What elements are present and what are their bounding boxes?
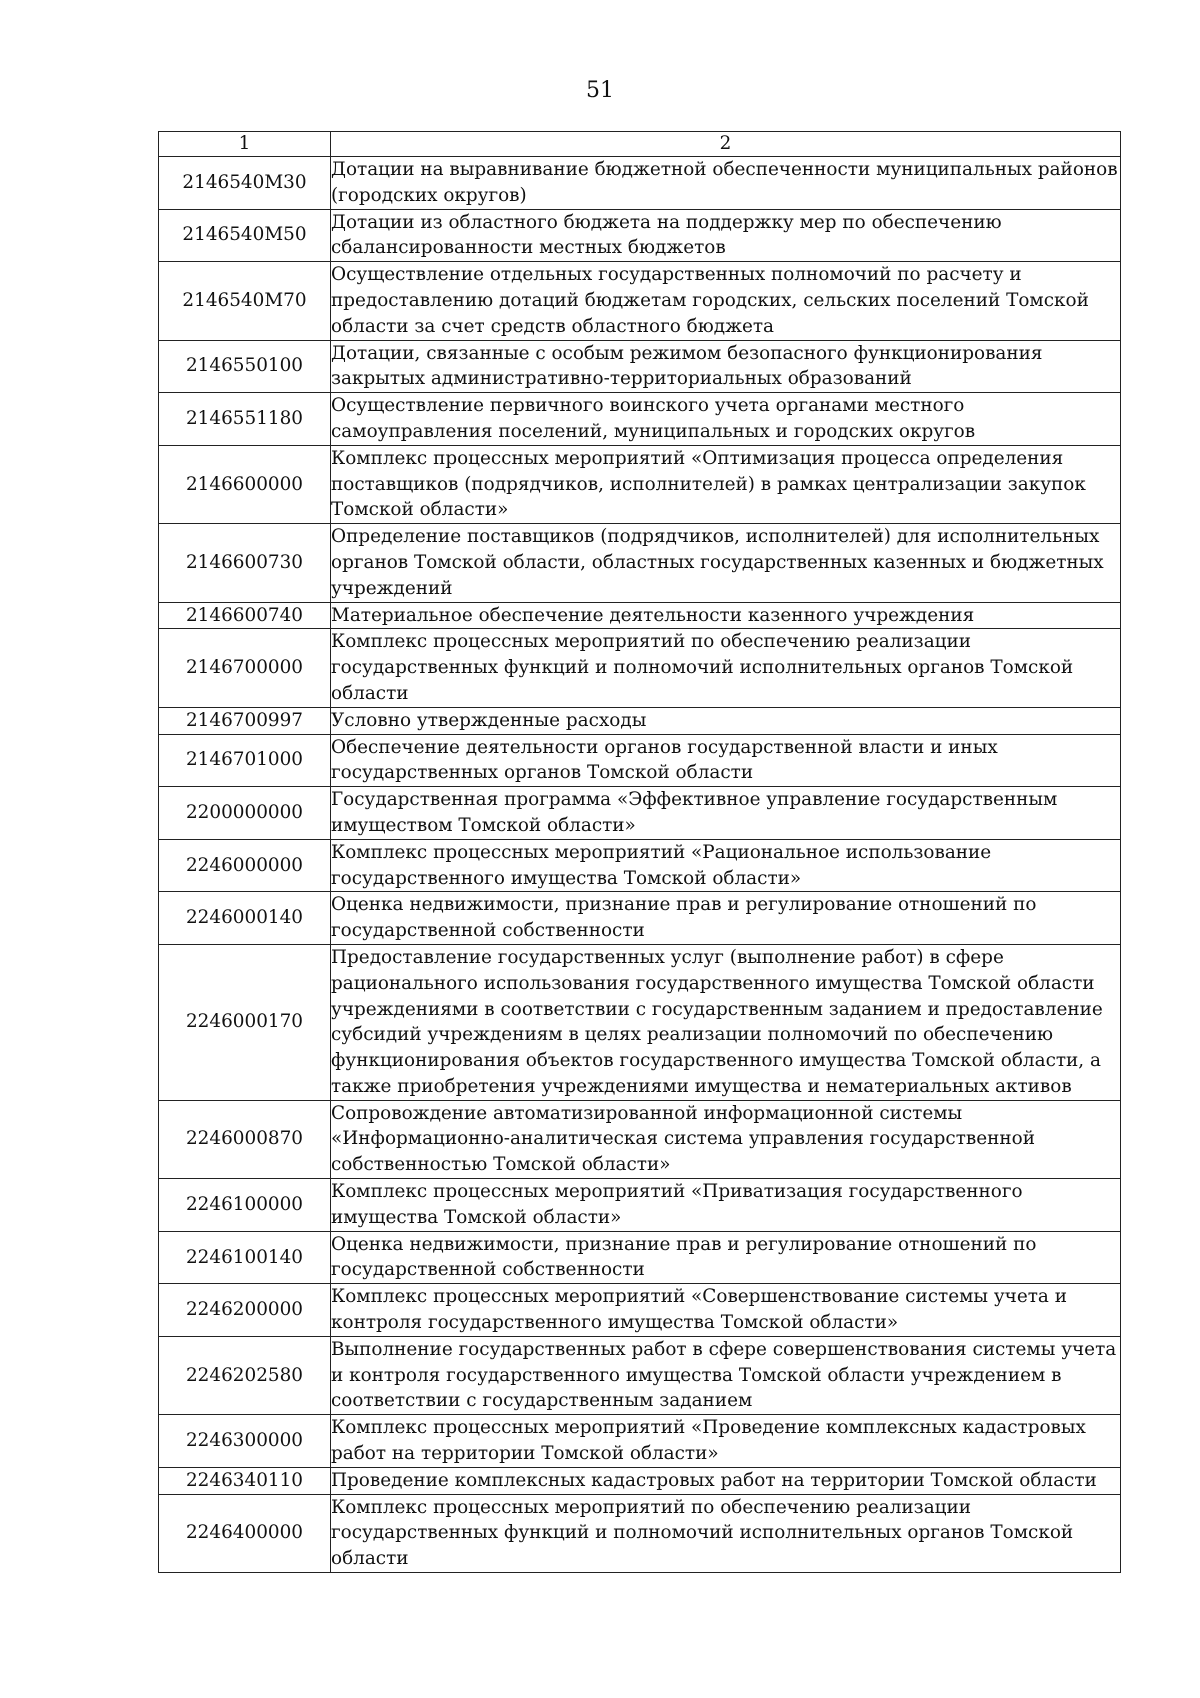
row-description: Комплекс процессных мероприятий по обеспечению реализации государственных функций и полномочий исполнительных органов Томской области <box>331 629 1121 707</box>
table-row <box>159 602 1121 629</box>
row-description: Оценка недвижимости, признание прав и регулирование отношений по государственной собственности <box>331 1231 1121 1284</box>
row-description: Оценка недвижимости, признание прав и регулирование отношений по государственной собственности <box>331 892 1121 945</box>
table-row <box>159 892 1121 945</box>
row-description: Комплекс процессных мероприятий «Проведение комплексных кадастровых работ на территории Томской области» <box>331 1415 1121 1468</box>
row-code: 2146550100 <box>159 340 331 393</box>
row-code: 2246400000 <box>159 1494 331 1572</box>
row-description: Предоставление государственных услуг (выполнение работ) в сфере рационального использования государственного имущества Томской области учреждениями в соответствии с государственным заданием и предоставление субсидий учреждениям в целях реализации полномочий по обеспечению функционирования объектов государственного имущества Томской области, а также приобретения учреждениями имущества и нематериальных активов <box>331 944 1121 1100</box>
row-description: Комплекс процессных мероприятий «Рациональное использование государственного имущества Томской области» <box>331 839 1121 892</box>
row-code: 2146701000 <box>159 734 331 787</box>
row-code: 2146600740 <box>159 602 331 629</box>
table-row <box>159 1467 1121 1494</box>
table-row <box>159 1284 1121 1337</box>
table-row <box>159 944 1121 1100</box>
table-row <box>159 524 1121 602</box>
row-description: Выполнение государственных работ в сфере совершенствования системы учета и контроля государственного имущества Томской области учреждением в соответствии с государственным заданием <box>331 1336 1121 1414</box>
table-row <box>159 445 1121 523</box>
row-code: 2246300000 <box>159 1415 331 1468</box>
row-code: 2246000870 <box>159 1100 331 1178</box>
row-description: Государственная программа «Эффективное управление государственным имуществом Томской области» <box>331 787 1121 840</box>
budget-code-table <box>158 131 1121 1573</box>
table-row <box>159 209 1121 262</box>
table-row <box>159 1231 1121 1284</box>
row-code: 2246000000 <box>159 839 331 892</box>
table-row <box>159 787 1121 840</box>
row-description: Материальное обеспечение деятельности казенного учреждения <box>331 602 1121 629</box>
row-description: Определение поставщиков (подрядчиков, исполнителей) для исполнительных органов Томской области, областных государственных казенных и бюджетных учреждений <box>331 524 1121 602</box>
row-description: Дотации из областного бюджета на поддержку мер по обеспечению сбалансированности местных бюджетов <box>331 209 1121 262</box>
table-row <box>159 629 1121 707</box>
table-body <box>159 157 1121 1573</box>
table-row <box>159 340 1121 393</box>
row-code: 2146540М30 <box>159 157 331 210</box>
row-description: Дотации на выравнивание бюджетной обеспеченности муниципальных районов (городских округов) <box>331 157 1121 210</box>
row-code: 2246340110 <box>159 1467 331 1494</box>
row-code: 2146700000 <box>159 629 331 707</box>
row-code: 2246200000 <box>159 1284 331 1337</box>
row-code: 2246100140 <box>159 1231 331 1284</box>
row-code: 2146600730 <box>159 524 331 602</box>
row-description: Осуществление первичного воинского учета органами местного самоуправления поселений, муниципальных и городских округов <box>331 393 1121 446</box>
row-description: Комплекс процессных мероприятий «Совершенствование системы учета и контроля государственного имущества Томской области» <box>331 1284 1121 1337</box>
row-description: Дотации, связанные с особым режимом безопасного функционирования закрытых административно-территориальных образований <box>331 340 1121 393</box>
row-description: Комплекс процессных мероприятий «Оптимизация процесса определения поставщиков (подрядчиков, исполнителей) в рамках централизации закупок Томской области» <box>331 445 1121 523</box>
column-header-1: 1 <box>159 132 331 157</box>
row-description: Комплекс процессных мероприятий «Приватизация государственного имущества Томской области» <box>331 1179 1121 1232</box>
table-header-row <box>159 132 1121 157</box>
column-header-2: 2 <box>331 132 1121 157</box>
table-row <box>159 839 1121 892</box>
row-code: 2146540М50 <box>159 209 331 262</box>
table-row <box>159 1100 1121 1178</box>
row-code: 2146600000 <box>159 445 331 523</box>
table-row <box>159 1415 1121 1468</box>
table-row <box>159 707 1121 734</box>
row-code: 2246000140 <box>159 892 331 945</box>
row-code: 2200000000 <box>159 787 331 840</box>
row-description: Проведение комплексных кадастровых работ на территории Томской области <box>331 1467 1121 1494</box>
table-row <box>159 1179 1121 1232</box>
row-description: Сопровождение автоматизированной информационной системы «Информационно-аналитическая система управления государственной собственностью Томской области» <box>331 1100 1121 1178</box>
row-code: 2246100000 <box>159 1179 331 1232</box>
row-description: Условно утвержденные расходы <box>331 707 1121 734</box>
row-description: Осуществление отдельных государственных полномочий по расчету и предоставлению дотаций бюджетам городских, сельских поселений Томской области за счет средств областного бюджета <box>331 262 1121 340</box>
row-code: 2246202580 <box>159 1336 331 1414</box>
page-number: 51 <box>586 78 614 103</box>
table-row <box>159 157 1121 210</box>
table-row <box>159 262 1121 340</box>
table-row <box>159 734 1121 787</box>
row-code: 2146540М70 <box>159 262 331 340</box>
table-row <box>159 393 1121 446</box>
table-row <box>159 1336 1121 1414</box>
row-code: 2146551180 <box>159 393 331 446</box>
table-row <box>159 1494 1121 1572</box>
row-description: Комплекс процессных мероприятий по обеспечению реализации государственных функций и полномочий исполнительных органов Томской области <box>331 1494 1121 1572</box>
row-code: 2246000170 <box>159 944 331 1100</box>
row-description: Обеспечение деятельности органов государственной власти и иных государственных органов Томской области <box>331 734 1121 787</box>
row-code: 2146700997 <box>159 707 331 734</box>
